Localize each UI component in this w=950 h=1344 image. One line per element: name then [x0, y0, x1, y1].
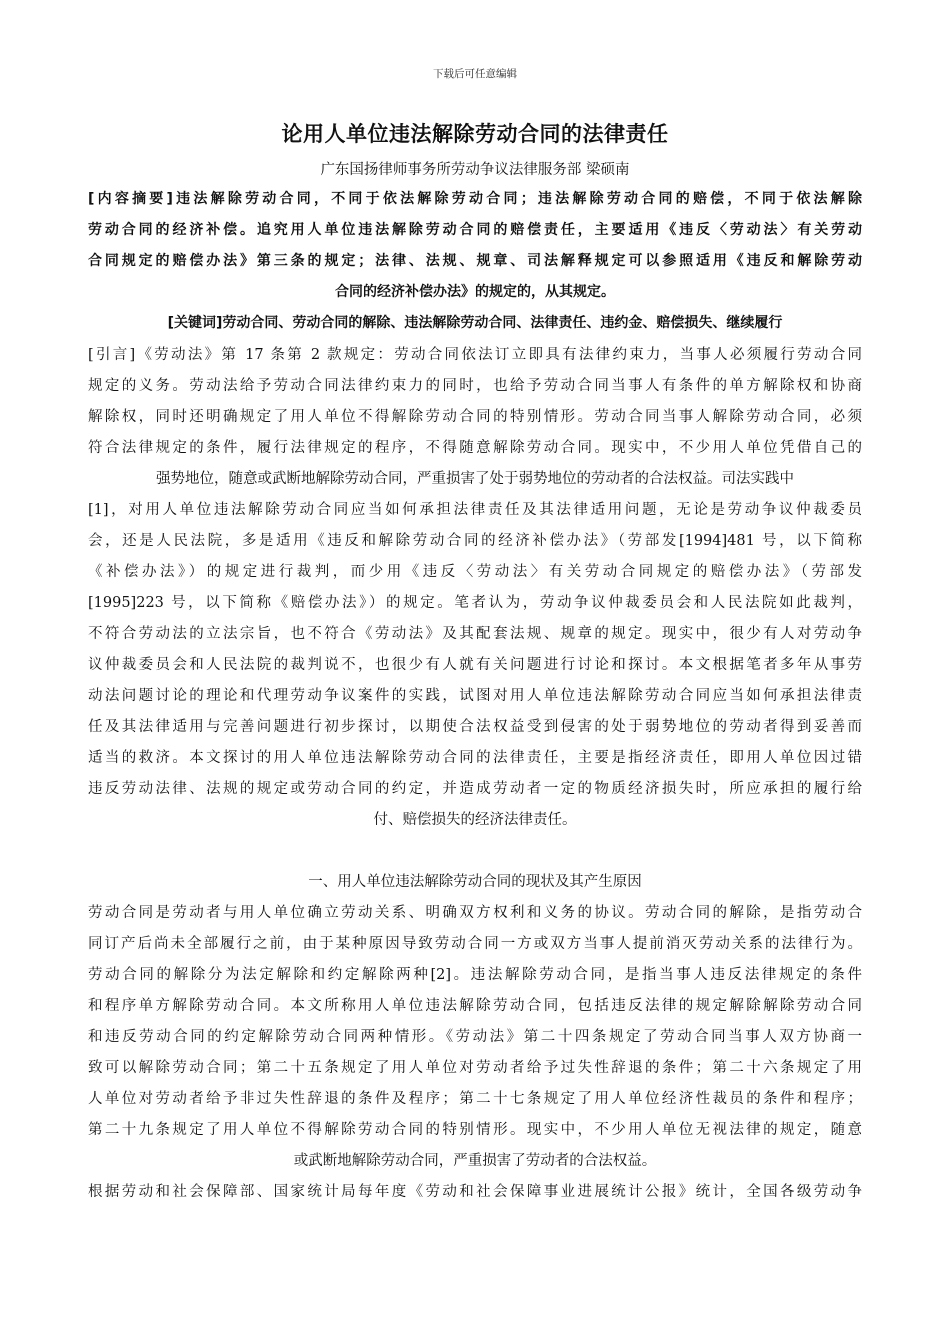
intro-line: 付、赔偿损失的经济法律责任。 [373, 812, 577, 828]
section-heading: 一、用人单位违法解除劳动合同的现状及其产生原因 [308, 874, 642, 890]
abstract-line: [内容摘要]违法解除劳动合同，不同于依法解除劳动合同；违法解除劳动合同的赔偿，不同于依法解除 [88, 191, 862, 207]
introduction [88, 340, 862, 836]
intro-line: [1]，对用人单位违法解除劳动合同应当如何承担法律责任及其法律适用问题，无论是劳动争议仲裁委员 [88, 502, 862, 518]
section-line: 人单位对劳动者给予非过失性辞退的条件及程序；第二十七条规定了用人单位经济性裁员的条件和程序； [88, 1091, 862, 1107]
section-1 [88, 867, 862, 1208]
section-line: 同订产后尚未全部履行之前，由于某种原因导致劳动合同一方或双方当事人提前消灭劳动关系的法律行为。 [88, 936, 862, 952]
intro-line: 违反劳动法律、法规的规定或劳动合同的约定，并造成劳动者一定的物质经济损失时，所应承担的履行给 [88, 781, 862, 797]
intro-line: [1995]223 号，以下简称《赔偿办法》）的规定。笔者认为，劳动争议仲裁委员会和人民法院如此裁判， [88, 595, 862, 611]
section-line: 根据劳动和社会保障部、国家统计局每年度《劳动和社会保障事业进展统计公报》统计，全国各级劳动争 [88, 1184, 862, 1200]
intro-line: 会，还是人民法院，多是适用《违反和解除劳动合同的经济补偿办法》（劳部发[1994]481 号，以下简称 [88, 533, 862, 549]
keywords-line: [关键词]劳动合同、劳动合同的解除、违法解除劳动合同、法律责任、违约金、赔偿损失、继续履行 [167, 315, 783, 331]
intro-line: 任及其法律适用与完善问题进行初步探讨，以期使合法权益受到侵害的处于弱势地位的劳动者得到妥善而 [88, 719, 862, 735]
section-line: 和违反劳动合同的约定解除劳动合同两种情形。《劳动法》第二十四条规定了劳动合同当事人双方协商一 [88, 1029, 862, 1045]
section-line: 劳动合同是劳动者与用人单位确立劳动关系、明确双方权利和义务的协议。劳动合同的解除，是指劳动合 [88, 905, 862, 921]
intro-line: 议仲裁委员会和人民法院的裁判说不，也很少有人就有关问题进行讨论和探讨。本文根据笔者多年从事劳 [88, 657, 862, 673]
section-line: 劳动合同的解除分为法定解除和约定解除两种[2]。违法解除劳动合同，是指当事人违反法律规定的条件 [88, 967, 862, 983]
section-line: 或武断地解除劳动合同，严重损害了劳动者的合法权益。 [293, 1153, 657, 1169]
intro-line: 《补偿办法》）的规定进行裁判，而少用《违反〈劳动法〉有关劳动合同规定的赔偿办法》（劳部发 [88, 564, 862, 580]
intro-line: 符合法律规定的条件，履行法律规定的程序，不得随意解除劳动合同。现实中，不少用人单位凭借自己的 [88, 440, 862, 456]
abstract-line: 合同的经济补偿办法》的规定的，从其规定。 [335, 284, 615, 300]
section-line: 第二十九条规定了用人单位不得解除劳动合同的特别情形。现实中，不少用人单位无视法律的规定，随意 [88, 1122, 862, 1138]
intro-line: 规定的义务。劳动法给予劳动合同法律约束力的同时，也给予劳动合同当事人有条件的单方解除权和协商 [88, 378, 862, 394]
abstract [88, 184, 862, 339]
section-line: 致可以解除劳动合同；第二十五条规定了用人单位对劳动者给予过失性辞退的条件；第二十六条规定了用 [88, 1060, 862, 1076]
article-title: 论用人单位违法解除劳动合同的法律责任 [281, 122, 669, 146]
abstract-line: 合同规定的赔偿办法》第三条的规定；法律、法规、规章、司法解释规定可以参照适用《违反和解除劳动 [88, 253, 862, 269]
author-line: 广东国扬律师事务所劳动争议法律服务部 梁硕南 [320, 162, 630, 178]
abstract-line: 劳动合同的经济补偿。追究用人单位违法解除劳动合同的赔偿责任，主要适用《违反〈劳动法〉有关劳动 [88, 222, 862, 238]
intro-line: 解除权，同时还明确规定了用人单位不得解除劳动合同的特别情形。劳动合同当事人解除劳动合同，必须 [88, 409, 862, 425]
intro-line: 强势地位，随意或武断地解除劳动合同，严重损害了处于弱势地位的劳动者的合法权益。司法实践中 [156, 471, 794, 487]
intro-line: [引言]《劳动法》第 17 条第 2 款规定：劳动合同依法订立即具有法律约束力，当事人必须履行劳动合同 [88, 347, 862, 363]
header-note: 下载后可任意编辑 [433, 68, 517, 80]
intro-line: 适当的救济。本文探讨的用人单位违法解除劳动合同的法律责任，主要是指经济责任，即用人单位因过错 [88, 750, 862, 766]
intro-line: 动法问题讨论的理论和代理劳动争议案件的实践，试图对用人单位违法解除劳动合同应当如何承担法律责 [88, 688, 862, 704]
section-line: 和程序单方解除劳动合同。本文所称用人单位违法解除劳动合同，包括违反法律的规定解除解除劳动合同 [88, 998, 862, 1014]
intro-line: 不符合劳动法的立法宗旨，也不符合《劳动法》及其配套法规、规章的规定。现实中，很少有人对劳动争 [88, 626, 862, 642]
